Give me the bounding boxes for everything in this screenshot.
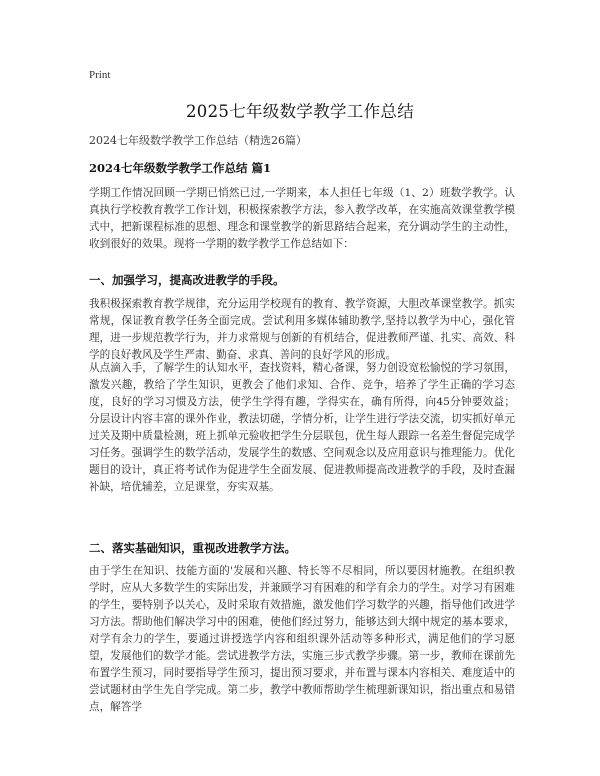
section1-paragraph-1: 我积极探索教育教学规律，充分运用学校现有的教育、教学资源，大胆改革课堂教学。抓实常规，保证教育教学任务全面完成。尝试利用多媒体辅助教学,坚持以教学为中心，强化管理，进一步规范教学行为，并力求常规与创新的有机结合，促进教师严谨、扎实、高效、科学的良好教风及学生严肃、勤奋、求真、善问的良好学风的形成。 [89,298,515,361]
document-subtitle: 2024七年级数学教学工作总结（精选26篇） [89,134,307,147]
print-link[interactable]: Print [89,69,111,81]
page-title: 2025七年级数学教学工作总结 [186,102,414,121]
section2-paragraph-1: 由于学生在知识、技能方面的'发展和兴趣、特长等不尽相同，所以要因材施教。在组织教学时，应从大多数学生的实际出发，并兼顾学习有困难的和学有余力的学生。对学习有困难的学生，要特别予以关心，及时采取有效措施，激发他们学习数学的兴趣，指导他们改进学习方法。帮助他们解决学习中的困难，使他们经过努力，能够达到大纲中规定的基本要求，对学有余力的学生，要通过讲授选学内容和组织课外活动等多种形式，满足他们的学习愿望，发展他们的数学才能。尝试进教学方法，实施三步式教学步骤。第一步，教师在课前先布置学生预习，同时要指导学生预习，提出预习要求，并布置与课本内容相关、难度适中的尝试题材由学生先自学完成。第二步，教学中教师帮助学生梳理新课知识，指出重点和易错点，解答学 [89,565,515,713]
section1-paragraph-2: 从点滴入手，了解学生的认知水平，查找资料，精心备课，努力创设宽松愉悦的学习氛围，激发兴趣，教给了学生知识，更教会了他们求知、合作、竞争，培养了学生正确的学习态度，良好的学习习惯及方法，使学生学得有趣，学得实在，确有所得，向45分钟要效益；分层设计内容丰富的课外作业，教法切磋，学情分析，让学生进行学法交流，切实抓好单元过关及期中质量检测，班上抓单元验收把学生分层联包，优生每人跟踪一名差生督促完成学习任务。强调学生的数学活动，发展学生的数感、空间观念以及应用意识与推理能力。优化题目的设计，真正将考试作为促进学生全面发展、促进教师提高改进教学的手段，及时查漏补缺，培优辅差，立足课堂，夯实双基。 [89,362,515,493]
article-title: 2024七年级数学教学工作总结 篇1 [89,161,272,175]
section-heading-2: 二、落实基础知识，重视改进教学方法。 [89,541,296,555]
intro-paragraph: 学期工作情况回顾一学期已悄然已过,一学期来，本人担任七年级（1、2）班数学教学。认真执行学校教育教学工作计划，积极探索教学方法，参入教学改革，在实施高效课堂教学模式中，把新课程标准的思想、理念和课堂教学的新思路结合起来，充分调动学生的主动性，收到很好的效果。现将一学期的数学教学工作总结如下： [89,187,515,250]
section-heading-1: 一、加强学习，提高改进教学的手段。 [89,273,285,287]
